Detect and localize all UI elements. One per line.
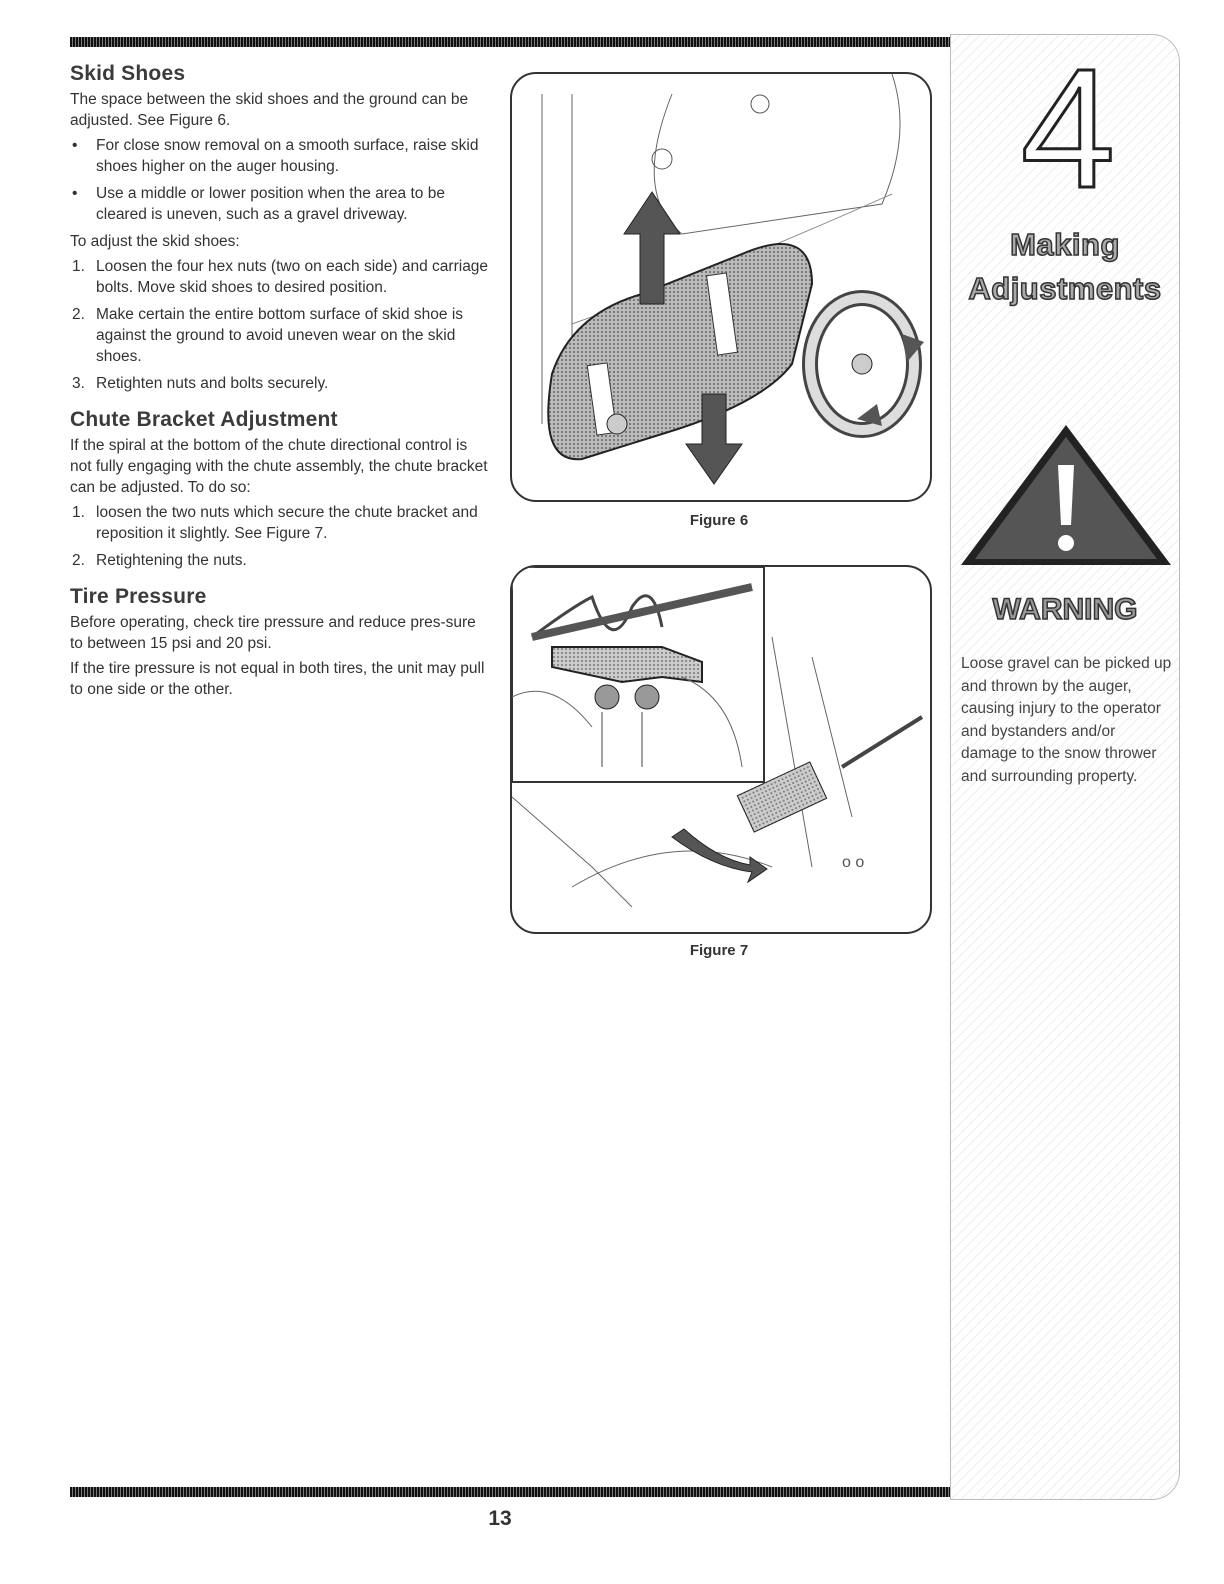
warning-text: Loose gravel can be picked up and thrown by the auger, causing injury to the operator and bystanders and/or damage to the snow thrower and surrounding property. xyxy=(961,655,1172,785)
list-item: 1. Loosen the four hex nuts (two on each side) and carriage bolts. Move skid shoes to desired position. xyxy=(72,258,489,296)
section-skid-shoes xyxy=(70,62,490,394)
warning-label: WARNING xyxy=(992,593,1138,626)
chapter-number: 4 xyxy=(1020,47,1116,197)
skid-adjust-intro: To adjust the skid shoes: xyxy=(70,233,240,250)
list-item: • For close snow removal on a smooth surface, raise skid shoes higher on the auger housing. xyxy=(72,137,479,175)
heading-tire-pressure: Tire Pressure xyxy=(70,585,207,608)
list-item: 3. Retighten nuts and bolts securely. xyxy=(72,375,329,392)
list-item: • Use a middle or lower position when the area to be cleared is uneven, such as a gravel driveway. xyxy=(72,185,445,223)
list-item: 1. loosen the two nuts which secure the chute bracket and reposition it slightly. See Figure 7. xyxy=(72,504,478,542)
warning-triangle-icon xyxy=(961,425,1171,605)
skid-shoe-drawing xyxy=(512,74,930,500)
chapter-sidebar xyxy=(950,34,1180,1500)
chapter-title-line-2: Adjustments xyxy=(968,271,1162,306)
top-rule xyxy=(70,37,950,47)
list-item: 2. Make certain the entire bottom surface of skid shoe is against the ground to avoid uneven wear on the skid shoes. xyxy=(72,306,464,365)
chapter-number-graphic xyxy=(1013,47,1123,197)
rotate-arrow-icon xyxy=(810,298,924,430)
main-column xyxy=(70,62,490,714)
page-number: 13 xyxy=(488,1507,512,1530)
figure-7-caption: Figure 7 xyxy=(689,942,749,959)
section-tire-pressure xyxy=(70,585,490,700)
skid-steps xyxy=(70,256,490,394)
svg-text:o o: o o xyxy=(842,854,865,871)
chapter-title-line-1: Making xyxy=(1010,227,1120,262)
figure-6-illustration xyxy=(510,72,932,502)
tire-paragraph-2: If the tire pressure is not equal in both tires, the unit may pull to one side or the other. xyxy=(70,660,485,698)
bottom-rule xyxy=(70,1487,950,1497)
section-chute-bracket xyxy=(70,408,490,571)
chute-intro: If the spiral at the bottom of the chute directional control is not fully engaging with the chute assembly, the chute bracket can be adjusted. To do so: xyxy=(70,437,488,496)
figure-6-caption: Figure 6 xyxy=(689,512,749,529)
heading-chute-bracket: Chute Bracket Adjustment xyxy=(70,408,338,431)
tire-paragraph-1: Before operating, check tire pressure and reduce pres-sure to between 15 psi and 20 psi. xyxy=(70,614,476,652)
chute-steps xyxy=(70,502,490,571)
skid-shoe-plate xyxy=(548,244,812,459)
heading-skid-shoes: Skid Shoes xyxy=(70,62,186,85)
figure-7-illustration xyxy=(510,565,932,934)
chute-bracket-drawing xyxy=(512,567,930,932)
curved-arrow-icon xyxy=(672,829,767,882)
skid-intro: The space between the skid shoes and the ground can be adjusted. See Figure 6. xyxy=(70,91,469,129)
list-item: 2. Retightening the nuts. xyxy=(72,552,247,569)
skid-bullets xyxy=(70,135,490,225)
